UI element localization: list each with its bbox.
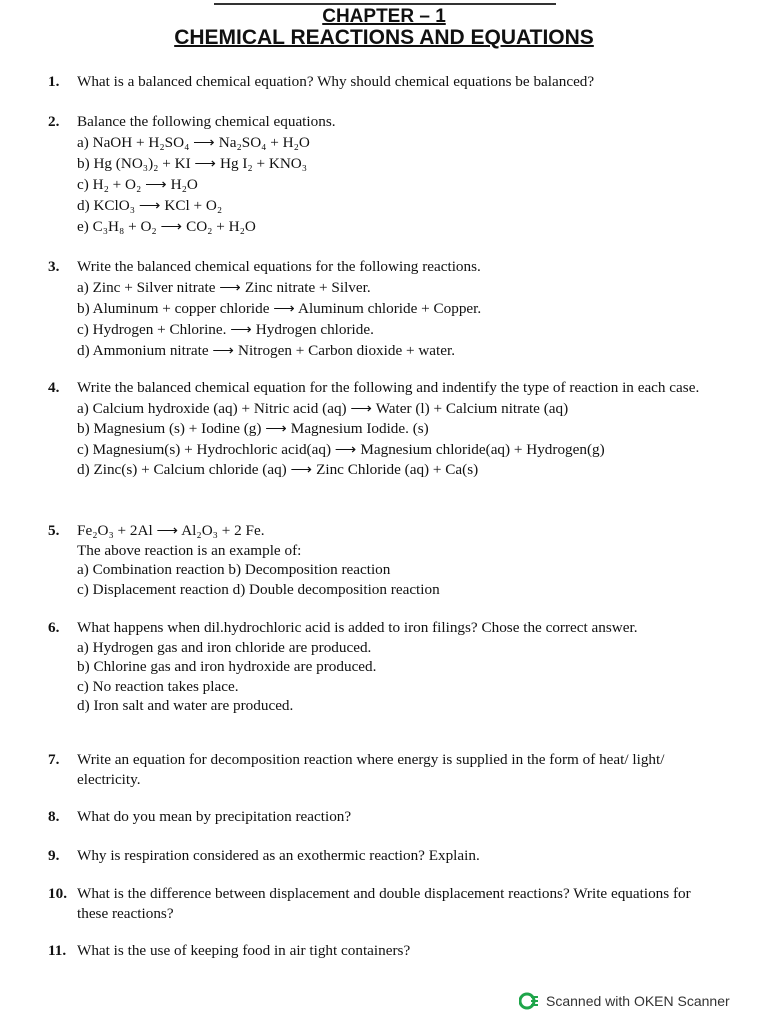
title-label: CHEMICAL REACTIONS AND EQUATIONS — [174, 26, 594, 49]
option-d: d) Zinc(s) + Calcium chloride (aq) ⟶ Zinc Chloride (aq) + Ca(s) — [77, 461, 479, 478]
header-rule — [214, 3, 556, 5]
option-c: c) H₂ + O₂ ⟶ H₂O — [77, 176, 198, 193]
question-text: What is the difference between displacement and double displacement reactions? Write equations for these reactions? — [77, 885, 691, 922]
option-a: a) Calcium hydroxide (aq) + Nitric acid (aq) ⟶ Water (l) + Calcium nitrate (aq) — [77, 399, 569, 417]
question-9 — [0, 846, 740, 866]
question-text: What is a balanced chemical equation? Why should chemical equations be balanced? — [77, 73, 595, 90]
question-number: 4. — [48, 379, 60, 396]
question-3 — [0, 256, 740, 361]
question-5 — [0, 521, 740, 599]
question-number: 1. — [48, 73, 60, 90]
question-number: 6. — [48, 619, 60, 636]
question-text: Write an equation for decomposition reaction where energy is supplied in the form of heat/ light/ electricity. — [77, 751, 665, 788]
option-d: d) Ammonium nitrate ⟶ Nitrogen + Carbon dioxide + water. — [77, 342, 456, 359]
question-number: 3. — [48, 258, 60, 275]
question-7 — [0, 750, 740, 789]
question-8 — [0, 807, 740, 827]
question-text: Why is respiration considered as an exothermic reaction? Explain. — [77, 847, 480, 864]
question-2 — [0, 111, 740, 237]
option-d: d) KClO₃ ⟶ KCl + O₂ — [77, 197, 223, 214]
question-text: Write the balanced chemical equations for the following reactions. — [77, 258, 481, 275]
question-11 — [0, 941, 740, 961]
option-e: e) C₃H₈ + O₂ ⟶ CO₂ + H₂O — [77, 218, 256, 235]
question-number: 8. — [48, 808, 60, 825]
option-c: c) Hydrogen + Chlorine. ⟶ Hydrogen chloride. — [77, 321, 374, 338]
option-c-d: c) Displacement reaction d) Double decomposition reaction — [77, 580, 440, 598]
question-text: The above reaction is an example of: — [77, 541, 302, 559]
option-a: a) Zinc + Silver nitrate ⟶ Zinc nitrate + Silver. — [77, 279, 371, 296]
question-text: What is the use of keeping food in air tight containers? — [77, 942, 411, 959]
option-b: b) Aluminum + copper chloride ⟶ Aluminum chloride + Copper. — [77, 300, 482, 317]
question-number: 11. — [48, 942, 67, 959]
question-10 — [0, 884, 740, 923]
chapter-heading — [0, 6, 768, 28]
question-text: Fe₂O₃ + 2Al ⟶ Al₂O₃ + 2 Fe. — [77, 522, 265, 539]
question-number: 10. — [48, 885, 67, 902]
option-b: b) Hg (NO₃)₂ + KI ⟶ Hg I₂ + KNO₃ — [77, 155, 308, 172]
question-number: 7. — [48, 751, 60, 768]
option-a-b: a) Combination reaction b) Decomposition reaction — [77, 561, 391, 578]
option-c: c) No reaction takes place. — [77, 677, 239, 695]
oken-scanner-logo-icon — [519, 991, 539, 1011]
question-text: What do you mean by precipitation reaction? — [77, 808, 352, 825]
question-text: Write the balanced chemical equation for the following and indentify the type of reaction in each case. — [77, 379, 700, 396]
option-c: c) Magnesium(s) + Hydrochloric acid(aq) ⟶ Magnesium chloride(aq) + Hydrogen(g) — [77, 440, 605, 458]
question-4 — [0, 378, 740, 481]
option-b: b) Chlorine gas and iron hydroxide are produced. — [77, 658, 377, 675]
chapter-label: CHAPTER – 1 — [322, 6, 446, 27]
option-d: d) Iron salt and water are produced. — [77, 697, 294, 714]
question-number: 9. — [48, 847, 60, 864]
question-number: 5. — [48, 522, 60, 539]
page-title — [0, 26, 768, 50]
question-text: Balance the following chemical equations. — [77, 113, 336, 130]
option-a: a) NaOH + H₂SO₄ ⟶ Na₂SO₄ + H₂O — [77, 134, 310, 151]
question-number: 2. — [48, 113, 60, 130]
question-1 — [0, 72, 740, 92]
question-text: What happens when dil.hydrochloric acid is added to iron filings? Chose the correct answer. — [77, 619, 638, 636]
scanner-text: Scanned with OKEN Scanner — [546, 993, 730, 1009]
question-6 — [0, 618, 740, 716]
option-b: b) Magnesium (s) + Iodine (g) ⟶ Magnesium Iodide. (s) — [77, 420, 429, 437]
scanner-watermark — [519, 991, 730, 1011]
option-a: a) Hydrogen gas and iron chloride are produced. — [77, 638, 372, 656]
